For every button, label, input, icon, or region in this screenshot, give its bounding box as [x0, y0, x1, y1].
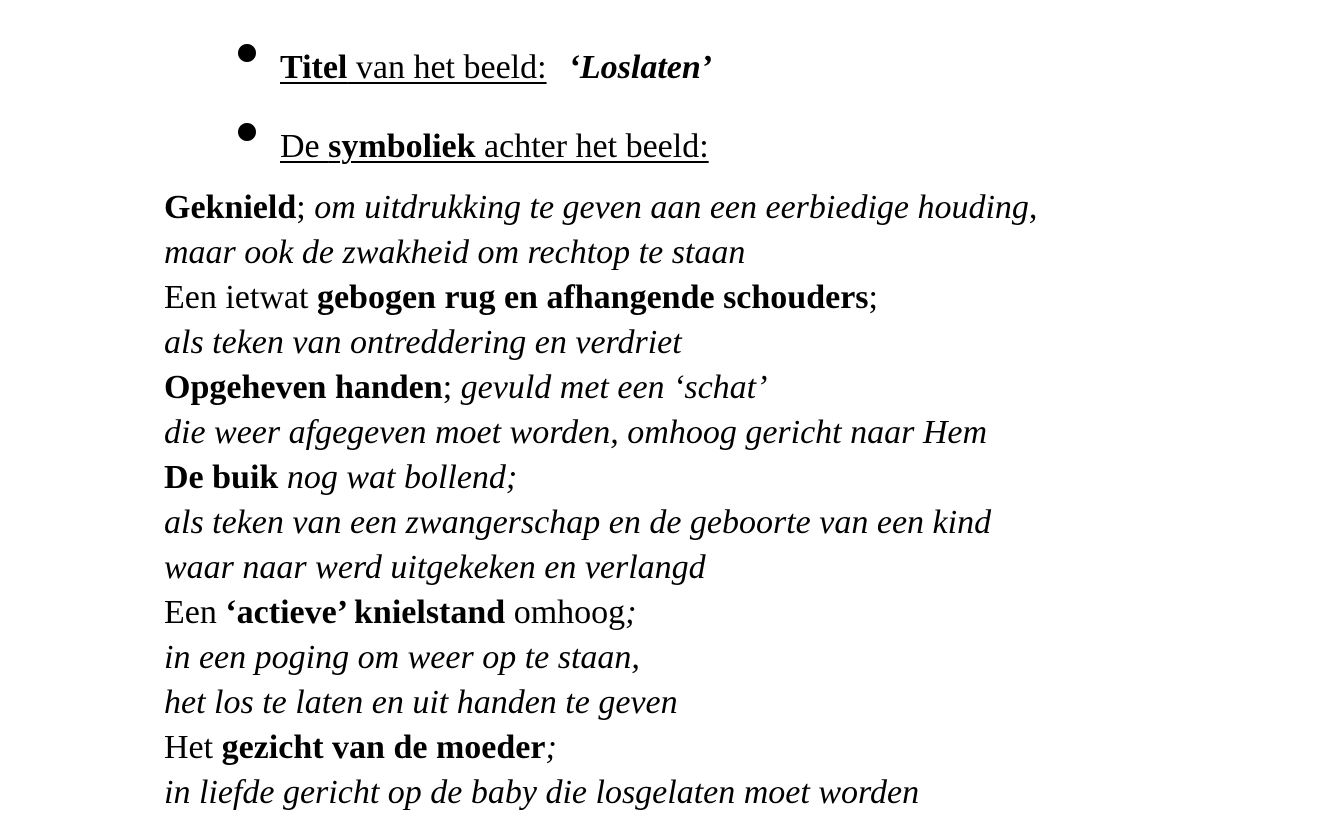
line-bold: De buik: [164, 459, 279, 496]
text-line: [164, 365, 1284, 410]
line-plain: ;: [868, 279, 878, 316]
symbolism-bold: symboliek: [328, 128, 476, 165]
line-italic: als teken van een zwangerschap en de geboorte van een kind: [164, 504, 992, 541]
line-bold: Opgeheven handen: [164, 369, 443, 406]
symbolism-pre: De: [280, 128, 329, 165]
line-italic: ;: [545, 729, 557, 766]
line-plain: Een ietwat: [164, 279, 317, 316]
symbolism-heading: [280, 127, 709, 167]
line-italic: in een poging om weer op te staan,: [164, 639, 640, 676]
line-italic: waar naar werd uitgekeken en verlangd: [164, 549, 706, 586]
line-bold: gebogen rug en afhangende schouders: [316, 279, 869, 316]
line-italic: als teken van ontreddering en verdriet: [164, 324, 682, 361]
text-line: [164, 500, 1284, 545]
text-line: [164, 725, 1284, 770]
text-line: [164, 320, 1284, 365]
text-line: [164, 185, 1284, 230]
text-line: [164, 410, 1284, 455]
symbolism-description: [164, 185, 1284, 815]
text-line: [164, 770, 1284, 815]
line-italic: in liefde gericht op de baby die losgelaten moet worden: [164, 774, 920, 811]
line-italic: die weer afgegeven moet worden, omhoog gericht naar Hem: [164, 414, 988, 451]
sculpture-title: ‘Loslaten’: [568, 49, 713, 86]
title-label-rest: van het beeld:: [347, 49, 547, 86]
text-line: [164, 230, 1284, 275]
title-label-bold: Titel: [280, 49, 348, 86]
text-line: [164, 455, 1284, 500]
bullet-dot-icon: [238, 44, 256, 62]
line-italic: maar ook de zwakheid om rechtop te staan: [164, 234, 746, 271]
line-plain: omhoog: [505, 594, 626, 631]
line-italic: gevuld met een ‘schat’: [460, 369, 768, 406]
title-label: [280, 49, 547, 86]
text-line: [164, 680, 1284, 725]
line-plain: Een: [164, 594, 226, 631]
bullet-text: [280, 48, 712, 88]
line-italic: om uitdrukking te geven aan een eerbiedige houding,: [314, 189, 1038, 226]
line-bold: ‘actieve’ knielstand: [225, 594, 506, 631]
text-line: [164, 275, 1284, 320]
text-line: [164, 635, 1284, 680]
line-italic: ;: [625, 594, 637, 631]
line-italic: nog wat bollend;: [278, 459, 518, 496]
line-italic: het los te laten en uit handen te geven: [164, 684, 678, 721]
line-plain: Het: [164, 729, 222, 766]
line-plain: ;: [442, 369, 461, 406]
line-bold: Geknield: [164, 189, 297, 226]
bullet-dot-icon: [238, 123, 256, 141]
text-line: [164, 545, 1284, 590]
line-bold: gezicht van de moeder: [221, 729, 546, 766]
line-plain: ;: [296, 189, 315, 226]
text-line: [164, 590, 1284, 635]
symbolism-post: achter het beeld:: [475, 128, 709, 165]
